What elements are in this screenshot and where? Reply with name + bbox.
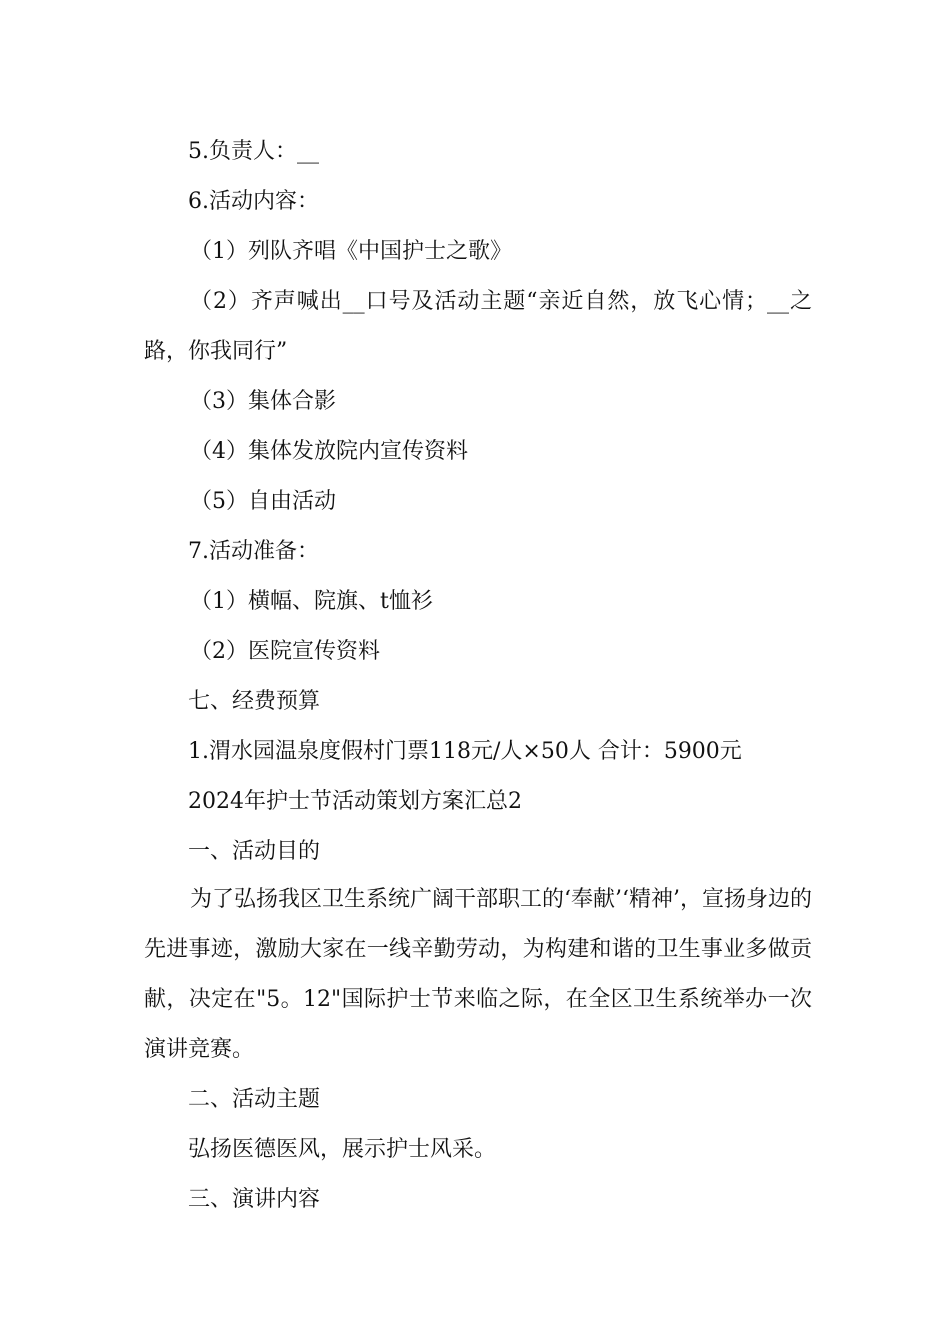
heading-theme: 二、活动主题: [188, 1087, 321, 1112]
heading-budget: 七、经费预算: [188, 689, 321, 714]
heading-speech-content: 三、演讲内容: [188, 1187, 321, 1212]
text-line-activity-content: 6.活动内容：: [188, 189, 319, 214]
text-line-item-5: （5）自由活动: [190, 489, 336, 514]
text-line-item-4: （4）集体发放院内宣传资料: [190, 439, 468, 464]
heading-plan-2: 2024年护士节活动策划方案汇总2: [188, 789, 522, 814]
text-line-preparation: 7.活动准备：: [188, 539, 319, 564]
heading-purpose: 一、活动目的: [188, 839, 321, 864]
text-line-prep-item-2: （2）医院宣传资料: [190, 639, 380, 664]
text-line-responsible-person: 5.负责人：__: [188, 139, 319, 164]
text-line-item-1: （1）列队齐唱《中国护士之歌》: [190, 239, 512, 264]
text-line-budget-item: 1.渭水园温泉度假村门票118元/人×50人 合计：5900元: [188, 739, 742, 764]
text-line-theme: 弘扬医德医风，展示护士风采。: [188, 1137, 497, 1162]
paragraph-purpose: 为了弘扬我区卫生系统广阔干部职工的‘奉献’‘精神’，宣扬身边的先进事迹，激励大家在一线辛勤劳动，为构建和谐的卫生事业多做贡献，决定在"5。12"国际护士节来临之际，在全区卫生系统举办一次演讲竞赛。: [144, 887, 812, 1062]
text-line-item-3: （3）集体合影: [190, 389, 336, 414]
paragraph-item-2: （2）齐声喊出__口号及活动主题“亲近自然，放飞心情；__之路，你我同行”: [144, 289, 812, 364]
text-line-prep-item-1: （1）横幅、院旗、t恤衫: [190, 589, 433, 614]
